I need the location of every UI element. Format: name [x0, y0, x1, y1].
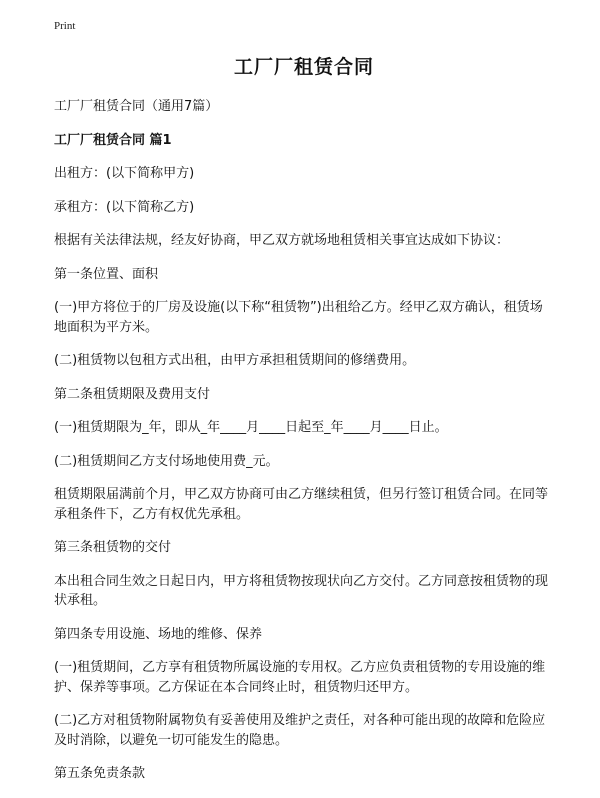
- paragraph: 第三条租赁物的交付: [54, 540, 172, 555]
- paragraph: (一)租赁期间，乙方享有租赁物所属设施的专用权。乙方应负责租赁物的专用设施的维护、保养等事项。乙方保证在本合同终止时，租赁物归还甲方。: [54, 660, 546, 695]
- document-title: 工厂厂租赁合同: [233, 56, 374, 78]
- section-heading: 工厂厂租赁合同 篇1: [54, 132, 172, 148]
- paragraph: 承租方：(以下简称乙方): [54, 199, 195, 215]
- paragraph: 出租方：(以下简称甲方): [54, 166, 195, 181]
- paragraph: (一)甲方将位于的厂房及设施(以下称“租赁物”)出租给乙方。经甲乙双方确认，租赁场地面积为平方米。: [54, 300, 543, 335]
- paragraph: (二)租赁期间乙方支付场地使用费_元。: [54, 453, 279, 469]
- paragraph: 本出租合同生效之日起日内，甲方将租赁物按现状向乙方交付。乙方同意按租赁物的现状承租。: [54, 573, 549, 608]
- paragraph: 租赁期限届满前个月，甲乙双方协商可由乙方继续租赁，但另行签订租赁合同。在同等承租条件下，乙方有权优先承租。: [54, 487, 549, 522]
- print-link[interactable]: Print: [54, 20, 76, 32]
- paragraph: 工厂厂租赁合同（通用7篇）: [54, 99, 219, 114]
- paragraph: (二)租赁物以包租方式出租，由甲方承担租赁期间的修缮费用。: [54, 353, 416, 368]
- paragraph-list: [54, 97, 554, 784]
- document-body: [54, 52, 554, 798]
- paragraph: 第五条免责条款: [54, 766, 146, 781]
- paragraph: 第二条租赁期限及费用支付: [54, 386, 211, 402]
- paragraph: 第四条专用设施、场地的维修、保养: [54, 626, 263, 642]
- paragraph: (二)乙方对租赁物附属物负有妥善使用及维护之责任，对各种可能出现的故障和危险应及时消除，以避免一切可能发生的隐患。: [54, 713, 546, 748]
- paragraph: 根据有关法律法规，经友好协商，甲乙双方就场地租赁相关事宜达成如下协议：: [54, 233, 510, 248]
- paragraph: (一)租赁期限为_年，即从_年____月____日起至_年____月____日止。: [54, 420, 448, 435]
- paragraph: 第一条位置、面积: [54, 266, 159, 282]
